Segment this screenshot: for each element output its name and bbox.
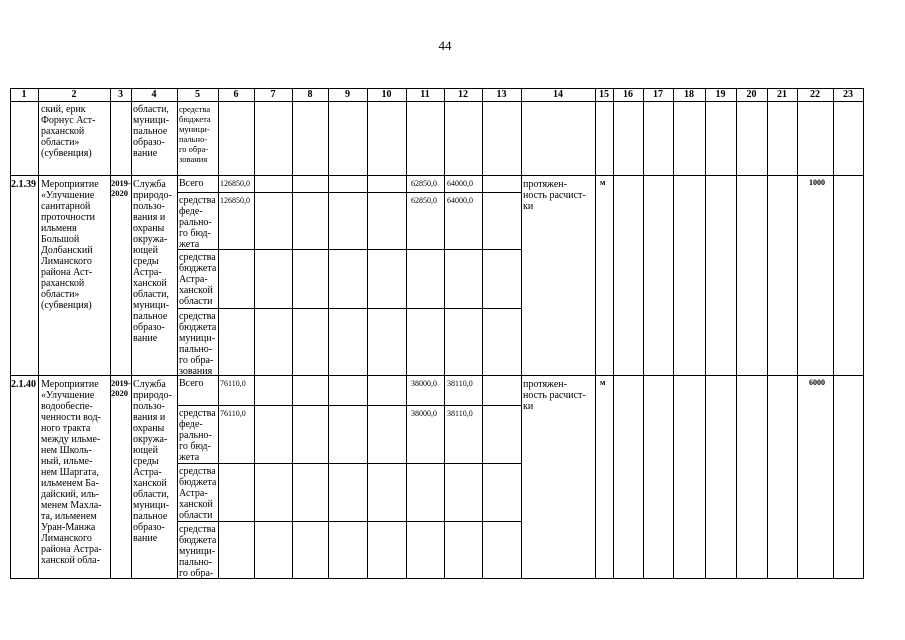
row-code: 2.1.39 <box>11 179 36 190</box>
column-border-20 <box>767 88 768 578</box>
column-border-12 <box>482 88 483 578</box>
column-border-19 <box>736 88 737 578</box>
header-col-3: 3 <box>118 89 123 100</box>
header-col-18: 18 <box>684 89 694 100</box>
header-col-4: 4 <box>151 89 157 100</box>
page-number: 44 <box>438 38 452 53</box>
row-code: 2.1.40 <box>11 379 36 390</box>
row-years: 2019- 2020 <box>111 178 131 198</box>
source-subrow-line-0-0 <box>177 192 522 193</box>
total-col-6: 126850,0 <box>220 179 250 188</box>
column-border-22 <box>833 88 834 578</box>
row-executor: Служба природо- пользо- вания и охраны окружа- ющей среды Астра- ханской области, муници- пальное образо- вание <box>133 179 172 344</box>
row-years: 2019- 2020 <box>111 378 131 398</box>
header-bottom-border <box>10 101 864 102</box>
column-border-9 <box>367 88 368 578</box>
source-federal: средства феде- рально- го бюд- жета <box>179 408 216 463</box>
column-border-21 <box>797 88 798 578</box>
row-divider-2-1-40 <box>10 375 864 376</box>
row-name: Мероприятие «Улучшение водообеспе- ченности вод- ного тракта между ильме- нем Школь- ный, ильме- нем Шаргата, ильменем Ба- дайский, иль- менем Махла- та, ильменем Уран-Манжа Лиманского района Астра- ханской обла- <box>41 379 102 566</box>
header-col-5: 5 <box>195 89 200 100</box>
source-municipal: средства бюджета муници- пально- го обра- зования <box>179 311 217 377</box>
header-col-10: 10 <box>381 89 392 100</box>
column-border-23 <box>863 88 864 578</box>
source-total: Всего <box>179 178 204 189</box>
source-municipal: средства бюджета муници- пально- го обра- <box>179 524 217 579</box>
column-border-14 <box>595 88 596 578</box>
indicator-text: протяжен- ность расчист- ки <box>523 379 586 412</box>
header-col-16: 16 <box>623 89 633 100</box>
column-border-2 <box>110 88 111 578</box>
header-col-1: 1 <box>21 89 27 100</box>
column-border-11 <box>444 88 445 578</box>
value-col-22: 1000 <box>809 178 825 187</box>
row-divider-2-1-39 <box>10 175 864 176</box>
source-subrow-line-0-1 <box>177 249 522 250</box>
column-border-5 <box>218 88 219 578</box>
header-col-11: 11 <box>420 89 430 100</box>
source-regional: средства бюджета Астра- ханской области <box>179 466 217 521</box>
source-subrow-line-1-0 <box>177 405 522 406</box>
total-col-11: 38000,0 <box>411 379 437 388</box>
column-border-16 <box>643 88 644 578</box>
header-col-2: 2 <box>71 89 77 100</box>
column-border-6 <box>254 88 255 578</box>
column-border-1 <box>38 88 39 578</box>
source-total: Всего <box>179 378 204 389</box>
header-col-14: 14 <box>553 89 563 100</box>
source-subrow-line-1-1 <box>177 463 522 464</box>
total-col-11: 62850,0 <box>411 179 437 188</box>
column-border-15 <box>613 88 614 578</box>
unit-label: м <box>600 178 606 187</box>
federal-col-6: 126850,0 <box>220 196 250 205</box>
column-border-4 <box>177 88 178 578</box>
federal-col-12: 64000,0 <box>447 196 473 205</box>
source-regional: средства бюджета Астра- ханской области <box>179 252 217 307</box>
header-col-6: 6 <box>233 89 239 100</box>
column-border-8 <box>328 88 329 578</box>
header-col-17: 17 <box>653 89 663 100</box>
federal-col-6: 76110,0 <box>220 409 246 418</box>
header-col-22: 22 <box>810 89 820 100</box>
header-col-13: 13 <box>496 89 507 100</box>
header-col-23: 23 <box>843 89 853 100</box>
column-border-10 <box>406 88 407 578</box>
source-subrow-line-0-2 <box>177 308 522 309</box>
header-col-8: 8 <box>307 89 313 100</box>
header-col-7: 7 <box>270 89 276 100</box>
column-border-17 <box>673 88 674 578</box>
column-border-7 <box>292 88 293 578</box>
row-executor: Служба природо- пользо- вания и охраны окружа- ющей среды Астра- ханской области, муници- пальное образо- вание <box>133 379 172 544</box>
header-col-20: 20 <box>746 89 757 100</box>
header-col-12: 12 <box>458 89 468 100</box>
continued-funding-source: средства бюджета муници- пально- го обра- зования <box>179 104 211 164</box>
column-border-0 <box>10 88 11 578</box>
column-border-18 <box>705 88 706 578</box>
total-col-12: 64000,0 <box>447 179 473 188</box>
source-subrow-line-1-2 <box>177 521 522 522</box>
federal-col-11: 38000,0 <box>411 409 437 418</box>
continued-name: ский, ерик Форнус Аст- раханской области» (субвенция) <box>41 104 96 159</box>
federal-col-12: 38110,0 <box>447 409 473 418</box>
header-col-15: 15 <box>599 89 609 100</box>
total-col-6: 76110,0 <box>220 379 246 388</box>
table-bottom-border <box>10 578 864 579</box>
header-col-21: 21 <box>777 89 787 100</box>
federal-col-11: 62850,0 <box>411 196 437 205</box>
indicator-text: протяжен- ность расчист- ки <box>523 179 586 212</box>
header-col-19: 19 <box>715 89 726 100</box>
source-federal: средства феде- рально- го бюд- жета <box>179 195 216 250</box>
unit-label: м <box>600 378 606 387</box>
continued-executor: области, муници- пальное образо- вание <box>133 104 170 159</box>
column-border-3 <box>131 88 132 578</box>
total-col-12: 38110,0 <box>447 379 473 388</box>
header-col-9: 9 <box>345 89 350 100</box>
column-border-13 <box>521 88 522 578</box>
value-col-22: 6000 <box>809 378 825 387</box>
row-name: Мероприятие «Улучшение санитарной проточности ильменя Большой Долбанский Лиманского района Аст- раханской области» (субвенция) <box>41 179 99 311</box>
